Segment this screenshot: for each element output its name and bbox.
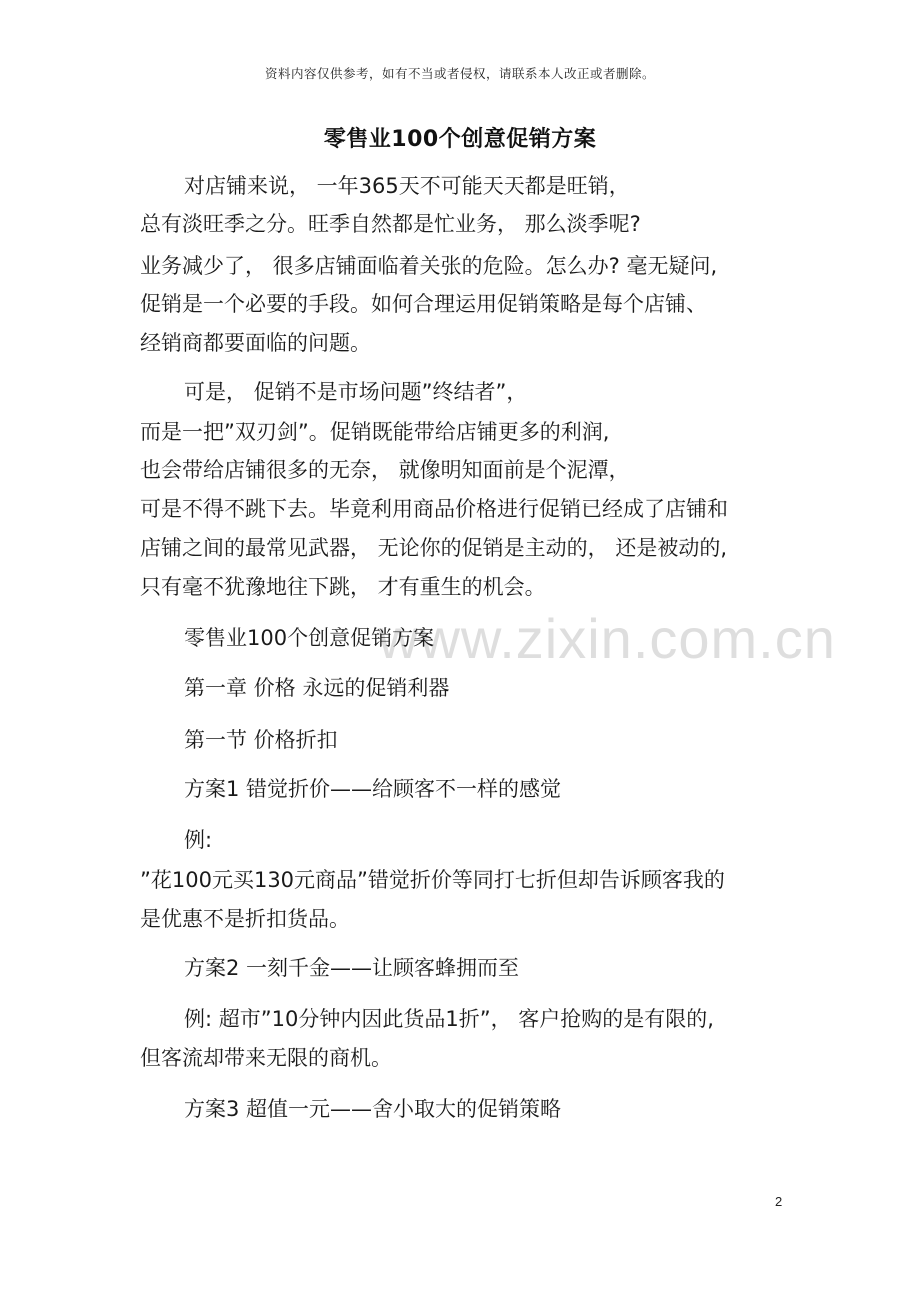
- paragraph-line: 但客流却带来无限的商机。: [140, 1046, 392, 1070]
- paragraph-line: 对店铺来说， 一年365天不可能天天都是旺销，: [184, 174, 630, 198]
- paragraph-line: 经销商都要面临的问题。: [140, 331, 371, 355]
- paragraph-line: 可是不得不跳下去。毕竟利用商品价格进行促销已经成了店铺和: [140, 497, 728, 521]
- paragraph-line: 只有毫不犹豫地往下跳， 才有重生的机会。: [140, 575, 546, 599]
- paragraph-line: 业务减少了， 很多店铺面临着关张的危险。怎么办? 毫无疑问,: [140, 254, 718, 278]
- paragraph-line: 而是一把”双刃剑”。促销既能带给店铺更多的利润,: [140, 420, 610, 444]
- disclaimer-header: 资料内容仅供参考，如有不当或者侵权，请联系本人改正或者删除。: [264, 66, 655, 81]
- paragraph-line: 促销是一个必要的手段。如何合理运用促销策略是每个店铺、: [140, 292, 707, 316]
- paragraph-line: 例: 超市”10分钟内因此货品1折”， 客户抢购的是有限的,: [184, 1007, 714, 1031]
- document-title: 零售业100个创意促销方案: [323, 127, 597, 152]
- page-number: 2: [775, 1194, 783, 1209]
- paragraph-line: 也会带给店铺很多的无奈， 就像明知面前是个泥潭，: [140, 458, 630, 482]
- paragraph-line: 可是， 促销不是市场问题”终结者”，: [184, 380, 528, 404]
- plan-heading: 方案2 一刻千金——让顾客蜂拥而至: [184, 956, 520, 980]
- plan-heading: 方案1 错觉折价——给顾客不一样的感觉: [184, 777, 562, 801]
- paragraph-line: ”花100元买130元商品”错觉折价等同打七折但却告诉顾客我的: [140, 868, 725, 892]
- section-heading: 零售业100个创意促销方案: [184, 626, 435, 650]
- paragraph-line: 是优惠不是折扣货品。: [140, 907, 350, 931]
- paragraph-line: 店铺之间的最常见武器， 无论你的促销是主动的， 还是被动的,: [140, 536, 728, 560]
- chapter-heading: 第一章 价格 永远的促销利器: [184, 676, 450, 700]
- paragraph-line: 总有淡旺季之分。旺季自然都是忙业务， 那么淡季呢?: [140, 212, 641, 236]
- watermark: www.zixin.com.cn: [378, 607, 836, 670]
- section-heading: 第一节 价格折扣: [184, 728, 338, 752]
- example-label: 例:: [184, 828, 213, 852]
- plan-heading: 方案3 超值一元——舍小取大的促销策略: [184, 1097, 562, 1121]
